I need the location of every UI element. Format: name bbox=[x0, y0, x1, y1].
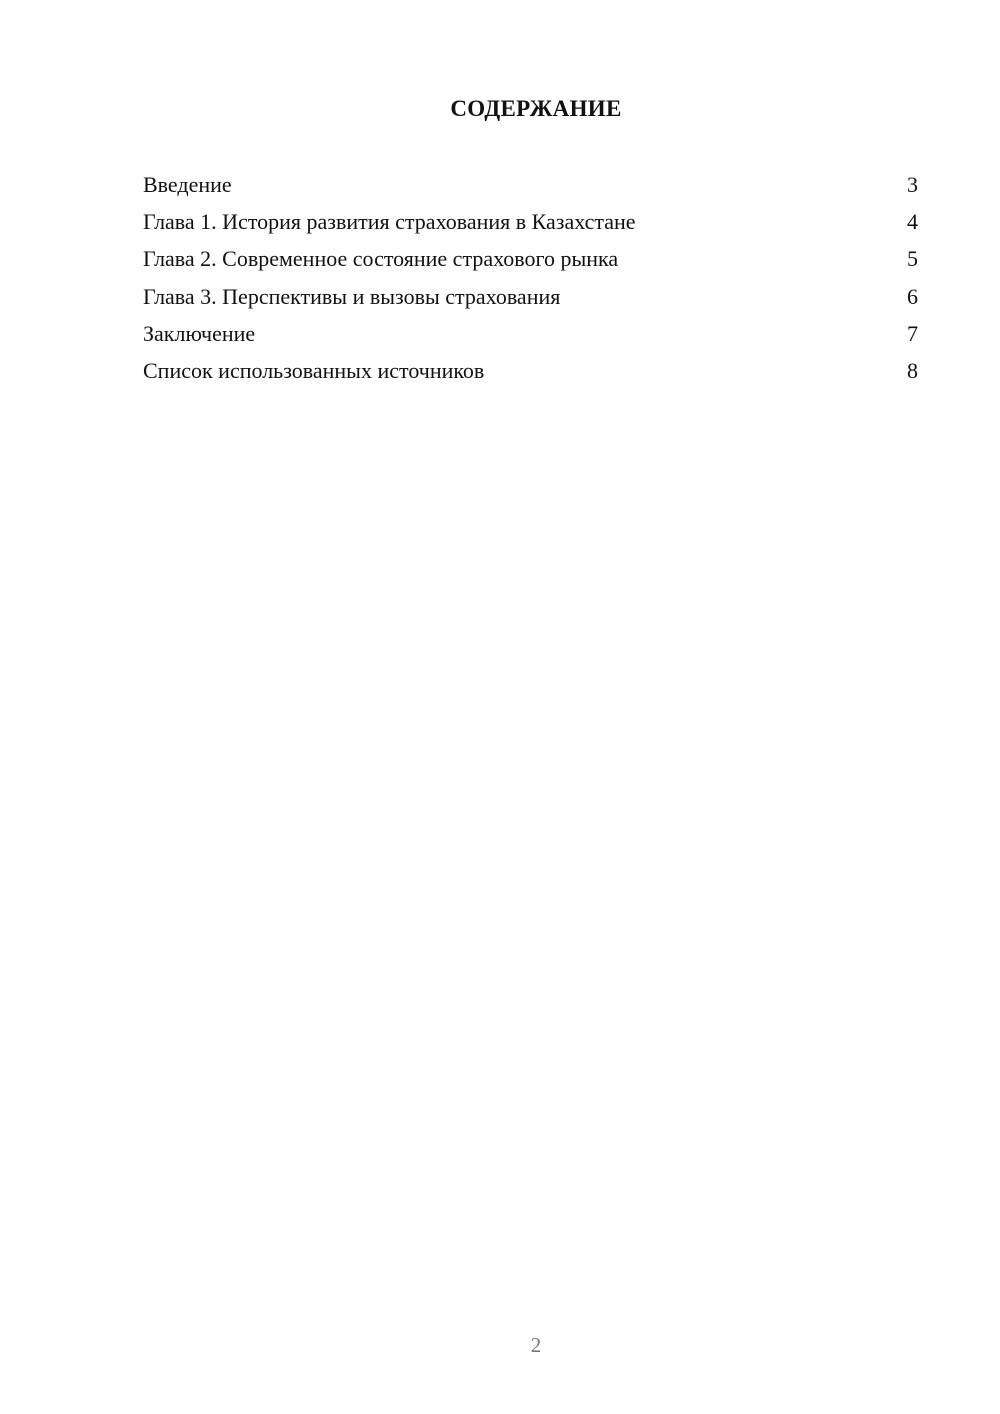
table-of-contents bbox=[143, 169, 918, 392]
toc-entry-chapter-3 bbox=[143, 281, 918, 318]
toc-entry-label: Глава 1. История развития страхования в Казахстане bbox=[143, 209, 636, 235]
toc-entry-page: 7 bbox=[907, 320, 918, 346]
toc-entry-introduction bbox=[143, 169, 918, 206]
toc-entry-conclusion bbox=[143, 318, 918, 355]
toc-entry-page: 5 bbox=[907, 246, 918, 272]
page-title: СОДЕРЖАНИЕ bbox=[450, 96, 622, 121]
toc-entry-label: Глава 2. Современное состояние страхового рынка bbox=[143, 246, 619, 272]
toc-entry-page: 3 bbox=[907, 172, 918, 197]
toc-entry-label: Заключение bbox=[143, 320, 256, 346]
toc-entry-page: 8 bbox=[907, 357, 918, 383]
toc-entry-page: 4 bbox=[907, 209, 918, 235]
toc-entry-chapter-1 bbox=[143, 206, 918, 243]
toc-entry-label: Список использованных источников bbox=[143, 357, 485, 383]
toc-entry-label: Введение bbox=[143, 172, 232, 197]
toc-entry-page: 6 bbox=[907, 283, 918, 309]
page-number: 2 bbox=[530, 1333, 542, 1357]
toc-entry-label: Глава 3. Перспективы и вызовы страхования bbox=[143, 283, 561, 309]
toc-entry-chapter-2 bbox=[143, 243, 918, 280]
toc-entry-references bbox=[143, 355, 918, 392]
